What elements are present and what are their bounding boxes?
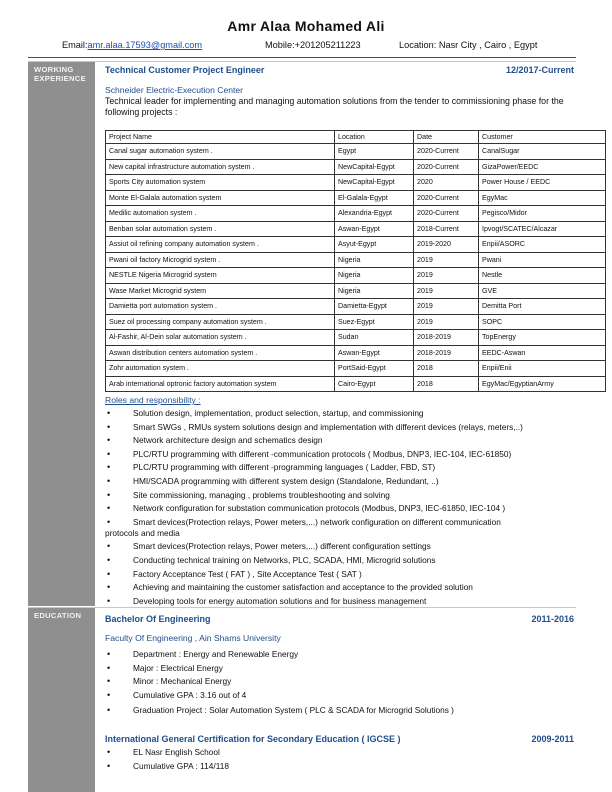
- cell-customer: GizaPower/EEDC: [479, 159, 606, 175]
- cell-customer: Ipvogt/SCATEC/Alcazar: [479, 221, 606, 237]
- table-row: [106, 361, 606, 377]
- cell-date: 2018-2019: [414, 330, 479, 346]
- list-item: • Developing tools for energy automation solutions and for business management: [105, 595, 576, 607]
- job-date: 12/2017-Current: [505, 65, 574, 75]
- list-item: • Graduation Project : Solar Automation System ( PLC & SCADA for Microgrid Solutions ): [105, 704, 576, 716]
- list-item: • Smart devices(Protection relays, Power meters,...) different configuration settings: [105, 540, 576, 552]
- cell-location: Egypt: [335, 144, 414, 160]
- col-header-customer: Customer: [479, 131, 606, 144]
- work-section-label: [34, 65, 86, 83]
- list-item: • Smart devices(Protection relays, Power meters,...) network configuration on different communication: [105, 516, 576, 528]
- side-label-line-1: WORKING: [34, 65, 74, 74]
- cell-date: 2019: [414, 283, 479, 299]
- company-name: Schneider Electric-Execution Center: [105, 85, 244, 95]
- cell-project: Assiut oil refining company automation system .: [106, 237, 335, 253]
- cell-date: 2018: [414, 361, 479, 377]
- cell-location: Aswan-Egypt: [335, 345, 414, 361]
- cell-location: PortSaid-Egypt: [335, 361, 414, 377]
- cell-project: New capital infrastructure automation system .: [106, 159, 335, 175]
- cell-date: 2019: [414, 299, 479, 315]
- list-item: • Minor : Mechanical Energy: [105, 675, 576, 687]
- email-group: [62, 40, 202, 50]
- cell-location: Nigeria: [335, 252, 414, 268]
- table-row: [106, 237, 606, 253]
- table-row: [106, 283, 606, 299]
- table-row: [106, 144, 606, 160]
- cell-project: Arab international optronic factory automation system: [106, 376, 335, 392]
- list-item: • PLC/RTU programming with different -communication protocols ( Modbus, DNP3, IEC-104, IEC-61850): [105, 448, 576, 460]
- cell-location: Asyut-Egypt: [335, 237, 414, 253]
- table-header-row: [106, 131, 606, 144]
- list-item: • Solution design, implementation, product selection, startup, and commissioning: [105, 407, 576, 419]
- table-row: [106, 159, 606, 175]
- work-experience-section: [28, 61, 576, 606]
- cell-date: 2019-2020: [414, 237, 479, 253]
- education-section: [28, 607, 576, 792]
- cell-project: Medilic automation system .: [106, 206, 335, 222]
- cell-location: NewCapital-Egypt: [335, 175, 414, 191]
- list-item: • Site commissioning, managing , problems troubleshooting and solving: [105, 489, 576, 501]
- job-description: Technical leader for implementing and managing automation solutions from the tender to commissioning phase for the following projects :: [105, 96, 564, 117]
- table-row: [106, 175, 606, 191]
- cell-project: Wase Market Microgrid system: [106, 283, 335, 299]
- mobile-text: Mobile:+201205211223: [265, 40, 361, 50]
- table-row: [106, 314, 606, 330]
- table-row: [106, 221, 606, 237]
- table-row: [106, 190, 606, 206]
- cell-date: 2019: [414, 252, 479, 268]
- cell-date: 2020-Current: [414, 144, 479, 160]
- cell-project: Pwani oil factory Microgrid system .: [106, 252, 335, 268]
- table-row: [106, 299, 606, 315]
- table-row: [106, 345, 606, 361]
- cell-project: Sports City automation system: [106, 175, 335, 191]
- resume-header: [0, 0, 612, 52]
- list-item: • Factory Acceptance Test ( FAT ) , Site Acceptance Test ( SAT ): [105, 568, 576, 580]
- candidate-name: Amr Alaa Mohamed Ali: [227, 18, 385, 34]
- cell-customer: SOPC: [479, 314, 606, 330]
- list-item: protocols and media: [105, 527, 180, 538]
- side-label-line-2: EXPERIENCE: [34, 74, 86, 83]
- email-label: Email:: [62, 40, 88, 50]
- cell-location: Alexandria-Egypt: [335, 206, 414, 222]
- cell-customer: GVE: [479, 283, 606, 299]
- cell-location: Aswan-Egypt: [335, 221, 414, 237]
- cell-customer: Power House / EEDC: [479, 175, 606, 191]
- header-divider: [28, 57, 576, 58]
- section-top-border: [28, 61, 576, 62]
- cell-project: Damietta port automation system .: [106, 299, 335, 315]
- list-item: • HMI/SCADA programming with different system design (Standalone, Redundant, ..): [105, 475, 576, 487]
- cell-date: 2019: [414, 268, 479, 284]
- cell-date: 2018: [414, 376, 479, 392]
- table-row: [106, 376, 606, 392]
- cell-customer: CanalSugar: [479, 144, 606, 160]
- cell-location: Nigeria: [335, 268, 414, 284]
- job-title: Technical Customer Project Engineer: [105, 65, 265, 75]
- table-row: [106, 330, 606, 346]
- cell-project: Al-Fashir, Al-Dein solar automation system .: [106, 330, 335, 346]
- cell-customer: Pwani: [479, 252, 606, 268]
- cell-customer: Enpii/ASORC: [479, 237, 606, 253]
- cell-date: 2018-Current: [414, 221, 479, 237]
- cell-date: 2018-2019: [414, 345, 479, 361]
- cell-project: Zohr automation system .: [106, 361, 335, 377]
- list-item: • Cumulative GPA : 3.16 out of 4: [105, 689, 576, 701]
- cell-customer: Enpii/Enii: [479, 361, 606, 377]
- cell-date: 2019: [414, 314, 479, 330]
- roles-list: [105, 407, 576, 608]
- cell-date: 2020: [414, 175, 479, 191]
- col-header-project: Project Name: [106, 131, 335, 144]
- cell-project: Suez oil processing company automation system .: [106, 314, 335, 330]
- cell-date: 2020-Current: [414, 190, 479, 206]
- list-item: • Conducting technical training on Networks, PLC, SCADA, HMI, Microgrid solutions: [105, 554, 576, 566]
- table-row: [106, 206, 606, 222]
- list-item: • Major : Electrical Energy: [105, 662, 576, 674]
- igcse-date: 2009-2011: [531, 734, 574, 744]
- list-item: • Network architecture design and schematics design: [105, 434, 576, 446]
- contact-line: [0, 40, 612, 52]
- cell-customer: Pegisco/Midor: [479, 206, 606, 222]
- faculty-name: Faculty Of Engineering , Ain Shams University: [105, 633, 281, 643]
- cell-location: Damietta-Egypt: [335, 299, 414, 315]
- cell-date: 2020-Current: [414, 206, 479, 222]
- section-top-border: [28, 607, 576, 608]
- projects-table: [105, 130, 606, 392]
- education-section-label: EDUCATION: [34, 611, 82, 620]
- projects-table-body: [106, 144, 606, 392]
- list-item: • Cumulative GPA : 114/118: [105, 760, 576, 772]
- location-text: Location: Nasr City , Cairo , Egypt: [399, 40, 538, 50]
- col-header-location: Location: [335, 131, 414, 144]
- cell-customer: EgyMac/EgyptianArmy: [479, 376, 606, 392]
- roles-title: Roles and responsibility :: [105, 395, 201, 405]
- cell-project: Canal sugar automation system .: [106, 144, 335, 160]
- list-item: • PLC/RTU programming with different -programming languages ( Ladder, FBD, ST): [105, 461, 576, 473]
- list-item: • Network configuration for substation communication protocols (Modbus, DNP3, IEC-61850, IEC-104 ): [105, 502, 576, 514]
- list-item: • Department : Energy and Renewable Energy: [105, 648, 576, 660]
- table-row: [106, 268, 606, 284]
- cell-customer: EgyMac: [479, 190, 606, 206]
- col-header-date: Date: [414, 131, 479, 144]
- list-item: • Achieving and maintaining the customer satisfaction and acceptance to the provided solution: [105, 581, 576, 593]
- degree-title: Bachelor Of Engineering: [105, 614, 211, 624]
- cell-customer: TopEnergy: [479, 330, 606, 346]
- cell-location: Nigeria: [335, 283, 414, 299]
- education-details-list: [105, 648, 576, 717]
- cell-location: El-Galala-Egypt: [335, 190, 414, 206]
- cell-project: Monte El-Galala automation system: [106, 190, 335, 206]
- igcse-title: International General Certification for Secondary Education ( IGCSE ): [105, 734, 401, 744]
- cell-location: NewCapital-Egypt: [335, 159, 414, 175]
- cell-location: Cairo-Egypt: [335, 376, 414, 392]
- cell-customer: Nestle: [479, 268, 606, 284]
- education-sidebar: [28, 607, 95, 792]
- list-item: • EL Nasr English School: [105, 746, 576, 758]
- cell-location: Suez-Egypt: [335, 314, 414, 330]
- cell-project: Benban solar automation system .: [106, 221, 335, 237]
- cell-project: NESTLE Nigeria Microgrid system: [106, 268, 335, 284]
- email-link[interactable]: amr.alaa.17593@gmail.com: [87, 40, 203, 50]
- degree-date: 2011-2016: [531, 614, 574, 624]
- list-item: • Smart SWGs , RMUs system solutions design and implementation with different devices (relays, meters,..): [105, 421, 576, 433]
- table-row: [106, 252, 606, 268]
- work-sidebar: [28, 61, 95, 606]
- cell-customer: Demitta Port: [479, 299, 606, 315]
- cell-customer: EEDC-Aswan: [479, 345, 606, 361]
- cell-location: Sudan: [335, 330, 414, 346]
- cell-project: Aswan distribution centers automation system .: [106, 345, 335, 361]
- igcse-details-list: [105, 746, 576, 773]
- cell-date: 2020-Current: [414, 159, 479, 175]
